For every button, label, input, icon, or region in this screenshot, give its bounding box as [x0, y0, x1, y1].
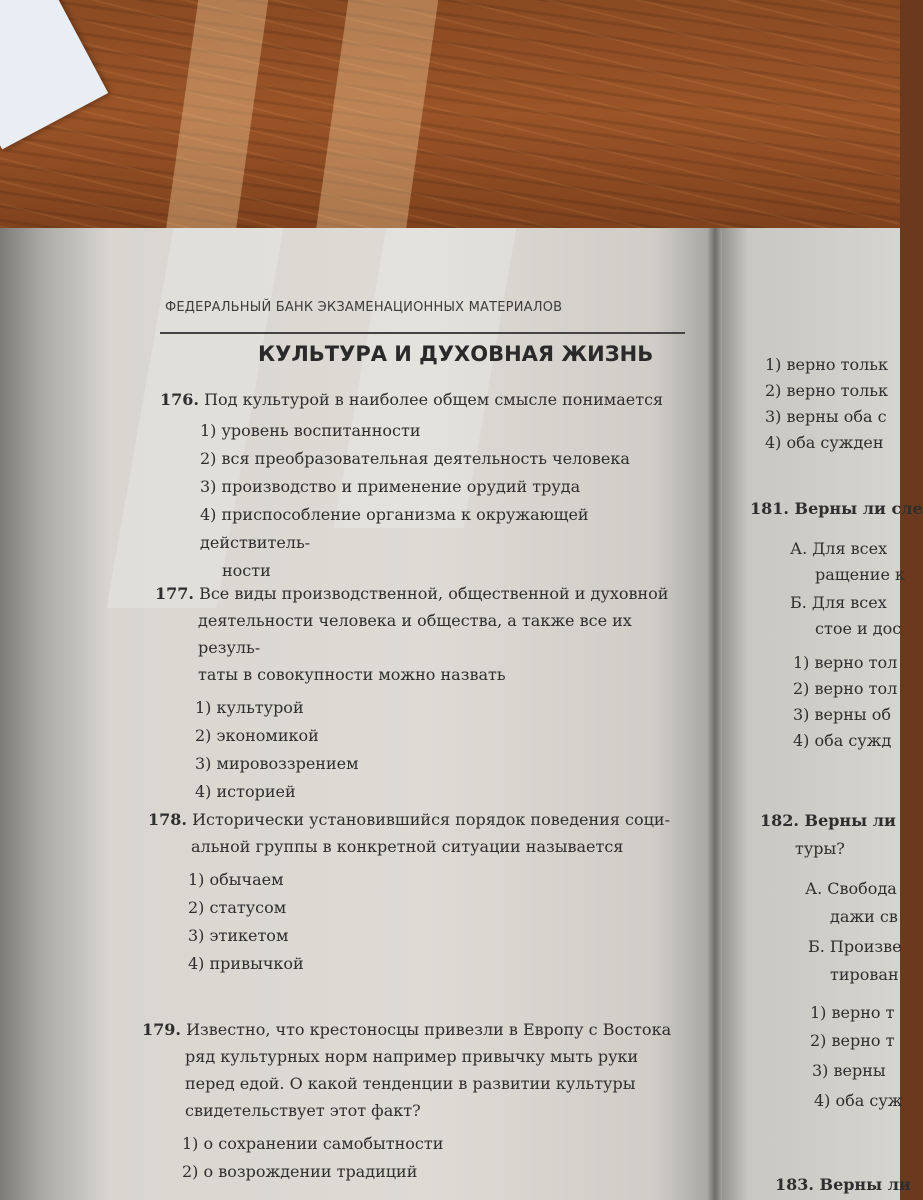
right-column-line: туры? — [795, 839, 845, 858]
question-text: альной группы в конкретной ситуации называется — [191, 837, 624, 856]
right-column-line: 1) верно тольк — [765, 355, 888, 374]
right-column-line: дажи св — [830, 907, 898, 926]
answer-option: 2) о возрождении традиций — [182, 1162, 418, 1181]
answer-option: 2) вся преобразовательная деятельность человека — [200, 449, 630, 468]
question-number: 176. — [160, 390, 199, 409]
right-column-line: 4) оба сужден — [765, 433, 884, 452]
wooden-desk — [0, 0, 900, 250]
answer-option: 1) о сохранении самобытности — [182, 1134, 444, 1153]
right-column-line: 2) верно тол — [793, 679, 898, 698]
question-line — [148, 806, 688, 833]
question-text: перед едой. О какой тенденции в развитии культуры — [185, 1074, 636, 1093]
right-column-line: 3) верны об — [793, 705, 891, 724]
question-177 — [155, 580, 695, 806]
answer-option: 4) приспособление организма к окружающей действитель- — [200, 505, 589, 552]
question-text: Известно, что крестоносцы привезли в Европу с Востока — [186, 1020, 672, 1039]
answer-option: 1) культурой — [195, 698, 304, 717]
question-text: свидетельствует этот факт? — [185, 1101, 421, 1120]
answer-option: 1) уровень воспитанности — [200, 421, 421, 440]
open-book — [0, 228, 923, 1200]
header-rule — [160, 332, 685, 334]
question-text: таты в совокупности можно назвать — [198, 665, 506, 684]
question-text: Под культурой в наиболее общем смысле понимается — [204, 390, 664, 409]
right-column-line: 2) верно тольк — [765, 381, 888, 400]
question-text: деятельности человека и общества, а также все их резуль- — [198, 611, 632, 657]
question-number: 177. — [155, 584, 194, 603]
right-column-line: ращение к — [815, 565, 906, 584]
answer-option: 4) привычкой — [188, 954, 304, 973]
answer-option: 4) историей — [195, 782, 296, 801]
answer-option: 1) обычаем — [188, 870, 284, 889]
right-column-question: 182. Верны ли — [760, 811, 896, 830]
question-number: 179. — [142, 1020, 181, 1039]
question-178 — [148, 806, 688, 978]
answer-option: 3) мировоззрением — [195, 754, 359, 773]
question-line — [142, 1016, 682, 1043]
right-column-line: 2) верно т — [810, 1031, 895, 1050]
right-column-line: 1) верно тол — [793, 653, 898, 672]
right-column-line: 1) верно т — [810, 1003, 895, 1022]
right-column-line: Б. Произве — [808, 937, 902, 956]
right-column-line: 3) верны оба с — [765, 407, 887, 426]
question-179 — [142, 1016, 682, 1186]
right-column-line: 4) оба суж — [814, 1091, 903, 1110]
right-column-line: тирован — [830, 965, 899, 984]
answer-option: 2) статусом — [188, 898, 287, 917]
question-text: Исторически установившийся порядок поведения соци- — [192, 810, 670, 829]
page-header: ФЕДЕРАЛЬНЫЙ БАНК ЭКЗАМЕНАЦИОННЫХ МАТЕРИАЛОВ — [165, 300, 563, 315]
right-column-question: 181. Верны ли сле — [750, 499, 923, 518]
right-column-line: А. Для всех — [790, 539, 888, 558]
question-line — [155, 580, 695, 607]
question-text: ряд культурных норм например привычку мыть руки — [185, 1047, 639, 1066]
right-column-line: А. Свобода — [805, 879, 897, 898]
answer-option: 3) производство и применение орудий труда — [200, 477, 581, 496]
answer-option: 3) этикетом — [188, 926, 289, 945]
answer-option: 2) экономикой — [195, 726, 319, 745]
right-column-line: 4) оба сужд — [793, 731, 892, 750]
book-gutter — [708, 228, 722, 1200]
right-column-line: Б. Для всех — [790, 593, 887, 612]
right-column-question: 183. Верны ли — [775, 1175, 911, 1194]
right-column-line: стое и дос — [815, 619, 902, 638]
right-column-line: 3) верны — [812, 1061, 886, 1080]
section-title: КУЛЬТУРА И ДУХОВНАЯ ЖИЗНЬ — [258, 342, 654, 366]
question-number: 178. — [148, 810, 187, 829]
question-176 — [160, 386, 700, 585]
question-text: Все виды производственной, общественной и духовной — [199, 584, 669, 603]
option-continuation-text: ности — [222, 561, 271, 580]
